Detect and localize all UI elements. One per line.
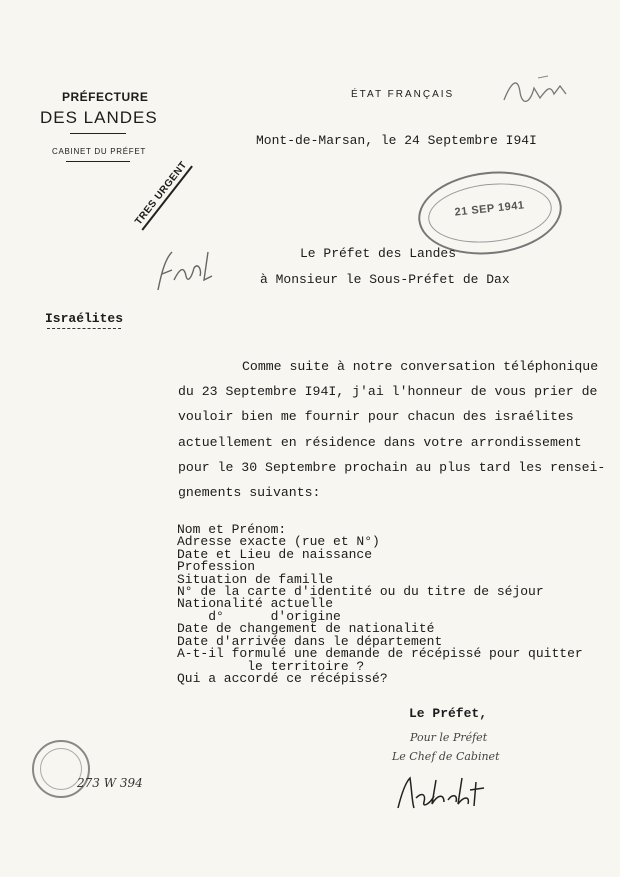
archive-round-stamp-inner-ring: [40, 748, 82, 790]
handwritten-signature: [392, 768, 502, 818]
body-line: vouloir bien me fournir pour chacun des israélites: [178, 409, 574, 424]
field-list-item: Date et Lieu de naissance: [177, 547, 373, 562]
body-line: pour le 30 Septembre prochain au plus tard les rensei-: [178, 460, 606, 475]
letterhead-rule-top: [70, 133, 126, 134]
letterhead-des-landes: DES LANDES: [40, 108, 158, 127]
field-list-item: A-t-il formulé une demande de récépissé pour quitter: [177, 646, 583, 661]
letterhead-prefecture: PRÉFECTURE: [62, 90, 149, 104]
signature-pour-le-prefet: Pour le Préfet: [410, 731, 488, 744]
body-line: du 23 Septembre I94I, j'ai l'honneur de vous prier de: [178, 384, 598, 399]
body-line: Comme suite à notre conversation téléphonique: [242, 359, 599, 374]
field-list-item: d° d'origine: [177, 609, 341, 624]
field-list-item: Nom et Prénom:: [177, 522, 287, 537]
field-list-item: Nationalité actuelle: [177, 596, 334, 611]
field-list-item: Profession: [177, 559, 256, 574]
field-list-item: Date d'arrivée dans le département: [177, 634, 443, 649]
handwritten-initials-top: [500, 70, 580, 110]
subject-heading: Israélites: [45, 311, 124, 326]
archive-reference: 273 W 394: [77, 776, 143, 790]
field-list-item: Situation de famille: [177, 572, 334, 587]
letterhead-cabinet: CABINET DU PRÉFET: [52, 147, 146, 156]
body-line: actuellement en résidence dans votre arrondissement: [178, 435, 582, 450]
place-date: Mont-de-Marsan, le 24 Septembre I94I: [256, 133, 537, 148]
field-list-item: Date de changement de nationalité: [177, 621, 435, 636]
sender-line: Le Préfet des Landes: [300, 246, 457, 261]
recipient-line: à Monsieur le Sous-Préfet de Dax: [260, 272, 510, 287]
signature-title: Le Préfet,: [409, 706, 488, 721]
field-list-item: N° de la carte d'identité ou du titre de séjour: [177, 584, 544, 599]
letterhead-rule-bottom: [66, 161, 130, 162]
received-date-text: 21 SEP 1941: [454, 199, 526, 219]
etat-francais-heading: ÉTAT FRANÇAIS: [351, 89, 455, 100]
signature-chef-de-cabinet: Le Chef de Cabinet: [392, 750, 500, 763]
field-list-item: Adresse exacte (rue et N°): [177, 534, 380, 549]
field-list-item: le territoire ?: [177, 659, 365, 674]
stamp-tres-urgent: TRES URGENT: [132, 158, 193, 231]
subject-underline: [47, 328, 121, 329]
handwritten-annotation: [150, 240, 230, 300]
body-line: gnements suivants:: [178, 485, 321, 500]
field-list-item: Qui a accordé ce récépissé?: [177, 671, 388, 686]
